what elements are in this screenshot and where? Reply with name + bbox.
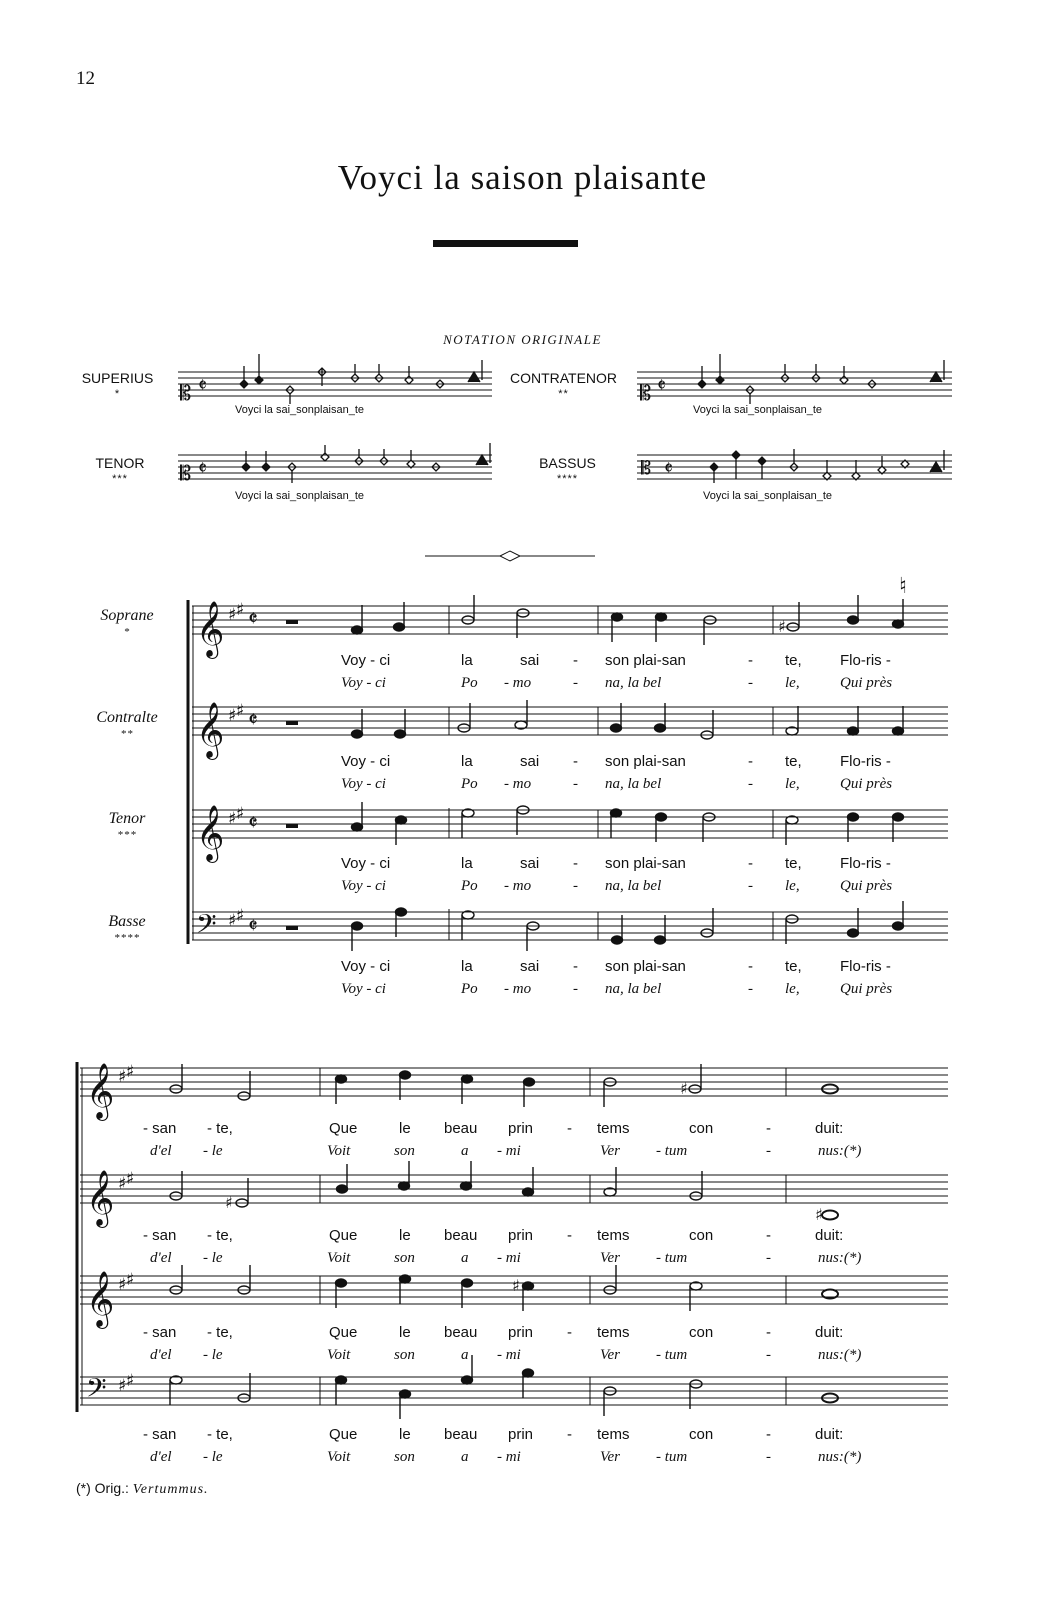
svg-text:♯: ♯	[118, 1275, 127, 1295]
lyric: -	[766, 1227, 771, 1244]
lyric: d'el	[150, 1250, 172, 1266]
lyric: Po	[461, 878, 478, 894]
svg-text:♯: ♯	[228, 605, 237, 625]
lyric: la	[461, 855, 473, 872]
voice-label-contratenor: CONTRATENOR **	[509, 370, 618, 400]
lyric: Voy - ci	[341, 776, 386, 792]
lyric: - mo	[504, 981, 532, 997]
lyric: prin	[508, 1426, 534, 1443]
lyric: Ver	[600, 1250, 620, 1266]
svg-text:𝄵: 𝄵	[248, 607, 258, 632]
incipit-bassus: Voyci la sai_sonplaisan_te	[703, 490, 833, 502]
lyric: Qui près	[840, 878, 893, 894]
lyric: - tum	[656, 1250, 688, 1266]
lyric: - le	[203, 1143, 223, 1159]
lyric: - mo	[504, 776, 532, 792]
lyric: Voy - ci	[341, 753, 391, 770]
lyric: - san	[143, 1324, 177, 1341]
lyric: -	[748, 776, 753, 792]
svg-text:♯: ♯	[815, 1205, 823, 1224]
lyric: -	[748, 855, 753, 872]
lyric: Ver	[600, 1143, 620, 1159]
part-label-tenor: Tenor ***	[108, 810, 146, 841]
lyric: Voit	[327, 1449, 351, 1465]
voice-label-tenor: TENOR ***	[95, 455, 145, 485]
lyric: con	[689, 1227, 714, 1244]
svg-text:♯: ♯	[118, 1376, 127, 1396]
lyric: d'el	[150, 1449, 172, 1465]
lyric: son plai-san	[605, 958, 686, 975]
lyric: le,	[785, 776, 800, 792]
lyric: con	[689, 1120, 714, 1137]
lyric: -	[573, 675, 578, 691]
svg-text:𝄵: 𝄵	[248, 708, 258, 733]
lyric: -	[567, 1426, 572, 1443]
lyric: te,	[785, 652, 802, 669]
svg-text:♯: ♯	[236, 701, 245, 721]
lyric: -	[748, 652, 753, 669]
lyric: - te,	[207, 1227, 233, 1244]
lyric: beau	[444, 1227, 478, 1244]
lyric: -	[766, 1120, 771, 1137]
svg-text:𝄢: 𝄢	[86, 1372, 107, 1410]
lyric: prin	[508, 1324, 534, 1341]
lyric: Qui près	[840, 675, 893, 691]
lyric: a	[461, 1250, 469, 1266]
part-label-contralte: Contralte **	[96, 709, 158, 740]
lyric: - tum	[656, 1143, 688, 1159]
lyric: Voy - ci	[341, 652, 391, 669]
lyric: a	[461, 1143, 469, 1159]
lyric: sai	[520, 855, 540, 872]
lyric: tems	[597, 1120, 630, 1137]
lyric: Flo-ris -	[840, 753, 891, 770]
lyric: d'el	[150, 1143, 172, 1159]
lyric: Ver	[600, 1347, 620, 1363]
lyric: la	[461, 652, 473, 669]
svg-text:♯: ♯	[778, 617, 786, 636]
lyric: -	[766, 1347, 771, 1363]
lyric: Voy - ci	[341, 981, 386, 997]
lyric: -	[567, 1227, 572, 1244]
lyric: -	[573, 652, 578, 669]
lyric: Que	[329, 1120, 358, 1137]
lyric: con	[689, 1324, 714, 1341]
lyric: -	[573, 776, 578, 792]
natural-sign-above: ♮	[899, 574, 907, 599]
lyric: duit:	[815, 1227, 844, 1244]
svg-text:♯: ♯	[228, 706, 237, 726]
lyric: sai	[520, 753, 540, 770]
svg-text:𝄞: 𝄞	[196, 601, 225, 657]
lyric: son plai-san	[605, 652, 686, 669]
lyric: - san	[143, 1227, 177, 1244]
lyric: le,	[785, 981, 800, 997]
part-label-basse: Basse ****	[108, 913, 146, 944]
svg-text:𝄞: 𝄞	[86, 1063, 115, 1119]
footnote-word: Vertummus.	[132, 1482, 209, 1497]
lyric: - mi	[497, 1449, 521, 1465]
lyric: -	[573, 855, 578, 872]
lyric: -	[567, 1120, 572, 1137]
lyric: - tum	[656, 1449, 688, 1465]
svg-text:♯: ♯	[228, 911, 237, 931]
lyric: son	[394, 1250, 415, 1266]
lyric: prin	[508, 1120, 534, 1137]
lyric: na, la bel	[605, 776, 662, 792]
svg-text:♯: ♯	[126, 1270, 135, 1290]
lyric: duit:	[815, 1426, 844, 1443]
lyric: na, la bel	[605, 675, 662, 691]
lyric: - mo	[504, 675, 532, 691]
incipit-superius: Voyci la sai_sonplaisan_te	[235, 404, 365, 416]
lyric: Voy - ci	[341, 855, 391, 872]
voice-label-bassus: BASSUS ****	[539, 455, 596, 485]
lyric: -	[567, 1324, 572, 1341]
lyric: le,	[785, 675, 800, 691]
lyric: Voit	[327, 1347, 351, 1363]
lyric: te,	[785, 855, 802, 872]
lyric: con	[689, 1426, 714, 1443]
lyric: - mo	[504, 878, 532, 894]
lyric: tems	[597, 1426, 630, 1443]
lyric: -	[766, 1426, 771, 1443]
part-label-soprane: Soprane *	[100, 607, 154, 638]
lyric: a	[461, 1347, 469, 1363]
lyric: duit:	[815, 1324, 844, 1341]
lyric: Po	[461, 675, 478, 691]
lyric: -	[766, 1324, 771, 1341]
lyric: -	[748, 878, 753, 894]
lyric: -	[748, 981, 753, 997]
lyric: beau	[444, 1120, 478, 1137]
svg-text:♯: ♯	[236, 600, 245, 620]
lyric: - mi	[497, 1143, 521, 1159]
svg-text:𝄵: 𝄵	[664, 456, 673, 480]
svg-text:𝄞: 𝄞	[196, 805, 225, 861]
lyric: beau	[444, 1426, 478, 1443]
lyric: son plai-san	[605, 855, 686, 872]
svg-text:♯: ♯	[512, 1276, 520, 1295]
lyric: - san	[143, 1120, 177, 1137]
incipit-tenor: Voyci la sai_sonplaisan_te	[235, 490, 365, 502]
lyric: d'el	[150, 1347, 172, 1363]
lyric: le	[399, 1324, 411, 1341]
lyric: -	[766, 1449, 771, 1465]
lyric: Voit	[327, 1250, 351, 1266]
lyric: Voit	[327, 1143, 351, 1159]
incipit-contratenor: Voyci la sai_sonplaisan_te	[693, 404, 823, 416]
svg-text:𝄞: 𝄞	[196, 702, 225, 758]
footnote-label: Orig.:	[94, 1480, 129, 1496]
lyric: Ver	[600, 1449, 620, 1465]
svg-text:♯: ♯	[225, 1193, 233, 1212]
svg-text:♯: ♯	[126, 1062, 135, 1082]
lyric: tems	[597, 1227, 630, 1244]
lyric: - tum	[656, 1347, 688, 1363]
lyric: Voy - ci	[341, 675, 386, 691]
lyric: -	[573, 878, 578, 894]
lyric: prin	[508, 1227, 534, 1244]
lyric: Flo-ris -	[840, 652, 891, 669]
svg-text:♯: ♯	[228, 809, 237, 829]
lyric: Po	[461, 776, 478, 792]
svg-text:♯: ♯	[126, 1169, 135, 1189]
lyric: Que	[329, 1426, 358, 1443]
lyric: son plai-san	[605, 753, 686, 770]
svg-text:𝄵: 𝄵	[248, 914, 258, 939]
svg-text:♯: ♯	[680, 1079, 688, 1098]
lyric: le	[399, 1227, 411, 1244]
svg-text:𝄞: 𝄞	[86, 1271, 115, 1327]
lyric: te,	[785, 753, 802, 770]
lyric: son	[394, 1143, 415, 1159]
lyric: na, la bel	[605, 878, 662, 894]
lyric: Que	[329, 1324, 358, 1341]
svg-text:♯: ♯	[236, 804, 245, 824]
svg-text:♯: ♯	[126, 1371, 135, 1391]
lyric: sai	[520, 958, 540, 975]
lyric: Po	[461, 981, 478, 997]
lyric: - le	[203, 1250, 223, 1266]
lyric: - mi	[497, 1250, 521, 1266]
svg-text:♯: ♯	[118, 1174, 127, 1194]
lyric: nus:(*)	[818, 1347, 862, 1363]
svg-text:𝄵: 𝄵	[198, 373, 207, 397]
lyric: -	[766, 1250, 771, 1266]
lyric: -	[748, 675, 753, 691]
svg-text:𝄡: 𝄡	[180, 381, 192, 405]
svg-text:♯: ♯	[236, 906, 245, 926]
lyric: beau	[444, 1324, 478, 1341]
lyric: -	[573, 753, 578, 770]
lyric: Qui près	[840, 981, 893, 997]
lyric: son	[394, 1449, 415, 1465]
svg-text:𝄞: 𝄞	[86, 1170, 115, 1226]
svg-text:𝄢: 𝄢	[196, 908, 217, 946]
lyric: - le	[203, 1449, 223, 1465]
lyric: le	[399, 1426, 411, 1443]
lyric: -	[573, 981, 578, 997]
lyric: - le	[203, 1347, 223, 1363]
svg-text:𝄵: 𝄵	[248, 811, 258, 836]
lyric: a	[461, 1449, 469, 1465]
page-title: Voyci la saison plaisante	[337, 158, 708, 197]
lyric: -	[748, 753, 753, 770]
svg-text:𝄡: 𝄡	[641, 458, 652, 479]
lyric: - mi	[497, 1347, 521, 1363]
lyric: - te,	[207, 1120, 233, 1137]
lyric: nus:(*)	[818, 1449, 862, 1465]
lyric: - te,	[207, 1324, 233, 1341]
lyric: Voy - ci	[341, 958, 391, 975]
lyric: na, la bel	[605, 981, 662, 997]
lyric: - san	[143, 1426, 177, 1443]
lyric: - te,	[207, 1426, 233, 1443]
lyric: Flo-ris -	[840, 958, 891, 975]
page-number: 12	[76, 68, 95, 89]
lyric: Voy - ci	[341, 878, 386, 894]
lyric: Qui près	[840, 776, 893, 792]
svg-text:𝄵: 𝄵	[657, 373, 666, 397]
lyric: la	[461, 958, 473, 975]
notation-heading: NOTATION ORIGINALE	[443, 332, 602, 347]
lyric: son	[394, 1347, 415, 1363]
lyric: -	[766, 1143, 771, 1159]
svg-text:𝄡: 𝄡	[180, 461, 192, 485]
lyric: le,	[785, 878, 800, 894]
footnote	[76, 1480, 209, 1498]
svg-text:𝄡: 𝄡	[640, 381, 652, 405]
voice-label-superius: SUPERIUS *	[81, 370, 154, 400]
lyric: le	[399, 1120, 411, 1137]
lyric: -	[573, 958, 578, 975]
lyric: Flo-ris -	[840, 855, 891, 872]
lyric: duit:	[815, 1120, 844, 1137]
lyric: tems	[597, 1324, 630, 1341]
svg-text:𝄵: 𝄵	[198, 456, 207, 480]
footnote-marker: (*)	[76, 1480, 91, 1496]
lyric: nus:(*)	[818, 1143, 862, 1159]
lyric: Que	[329, 1227, 358, 1244]
lyric: sai	[520, 652, 540, 669]
lyric: -	[748, 958, 753, 975]
lyric: la	[461, 753, 473, 770]
lyric: nus:(*)	[818, 1250, 862, 1266]
svg-text:♯: ♯	[118, 1067, 127, 1087]
lyric: te,	[785, 958, 802, 975]
